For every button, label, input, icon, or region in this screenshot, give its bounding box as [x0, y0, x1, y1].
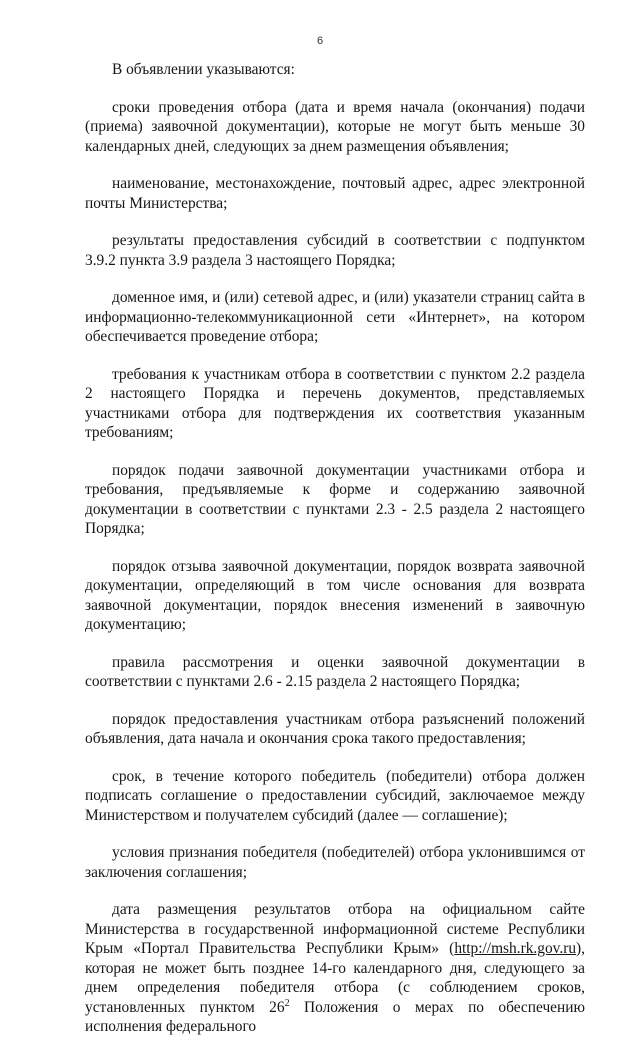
- list-item: порядок отзыва заявочной документации, порядок возврата заявочной документации, определяющий в том числе основания для возврата заявочной документации, порядок внесения изменений в заявочную документацию;: [85, 557, 585, 633]
- portal-link[interactable]: http://msh.rk.gov.ru: [454, 940, 577, 957]
- results-text-part1: дата размещения результатов отбора на официальном сайте Министерства в государственной информационной системе Республики Крым «Портал Правительства Республики Крым» (: [85, 901, 585, 957]
- list-item: сроки проведения отбора (дата и время начала (окончания) подачи (приема) заявочной документации), которые не могут быть меньше 30 календарных дней, следующих за днем размещения объявления;: [85, 98, 585, 155]
- list-item: доменное имя, и (или) сетевой адрес, и (или) указатели страниц сайта в информационно-телекоммуникационной сети «Интернет», на котором обеспечивается проведение отбора;: [85, 289, 585, 345]
- results-text-part2: ), которая не может быть позднее 14-го календарного дня, следующего за днем определения победителя отбора (с соблюдением сроков, установленных пунктом 26: [85, 940, 585, 1016]
- list-item: результаты предоставления субсидий в соответствии с подпунктом 3.9.2 пункта 3.9 раздела 3 настоящего Порядка;: [85, 232, 585, 269]
- list-item: порядок предоставления участникам отбора разъяснений положений объявления, дата начала и окончания срока такого предоставления;: [85, 710, 585, 747]
- list-item: условия признания победителя (победителей) отбора уклонившимся от заключения соглашения;: [85, 844, 585, 881]
- list-item-results-publication: [85, 900, 585, 1037]
- page-number: 6: [316, 35, 324, 47]
- list-item: порядок подачи заявочной документации участниками отбора и требования, предъявляемые к форме и содержанию заявочной документации в соответствии с пунктами 2.3 - 2.5 раздела 2 настоящего Порядка;: [85, 461, 585, 537]
- results-text-part3: Положения о мерах по обеспечению исполнения федерального: [85, 998, 585, 1035]
- intro-paragraph: В объявлении указываются:: [112, 61, 295, 78]
- list-item: требования к участникам отбора в соответствии с пунктом 2.2 раздела 2 настоящего Порядка и перечень документов, представляемых участниками отбора для подтверждения их соответствия указанным требованиям;: [85, 365, 585, 441]
- list-item: наименование, местонахождение, почтовый адрес, адрес электронной почты Министерства;: [85, 175, 585, 212]
- superscript: 2: [284, 997, 290, 1009]
- list-item: срок, в течение которого победитель (победители) отбора должен подписать соглашение о предоставлении субсидий, заключаемое между Министерством и получателем субсидий (далее — соглашение);: [85, 767, 585, 824]
- list-item: правила рассмотрения и оценки заявочной документации в соответствии с пунктами 2.6 - 2.15 раздела 2 настоящего Порядка;: [85, 653, 585, 690]
- document-body: [85, 60, 585, 1055]
